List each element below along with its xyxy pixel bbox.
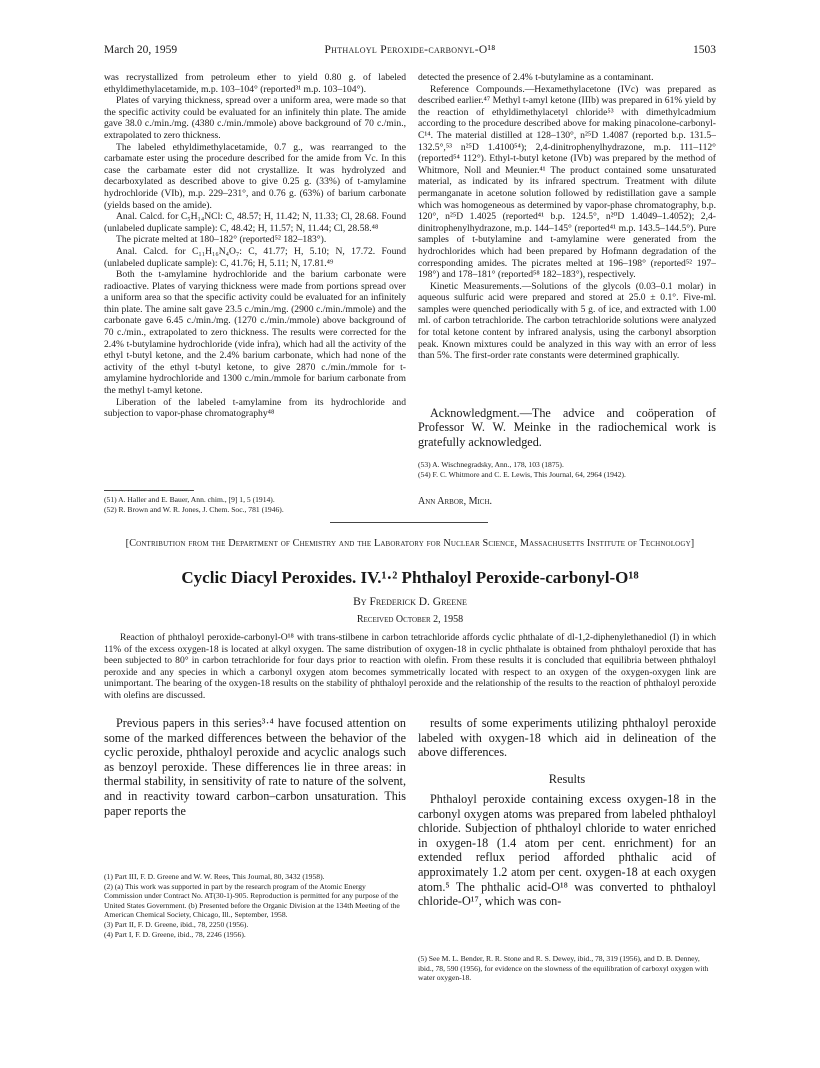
- abstract: [104, 632, 716, 702]
- footnote-divider: [104, 490, 194, 491]
- body-left-column: [104, 716, 406, 866]
- contribution-line: [Contribution from the Department of Chemistry and the Laboratory for Nuclear Science, Massachusetts Institute of Technology]: [125, 538, 695, 549]
- paragraph: Plates of varying thickness, spread over a uniform area, were made so that the specific activity could be evaluated for an infinitely thin plate. The amide gave 38.0 c./min./mg. (4380 c./min./mmole) above background of 70 c./min., extrapolated to zero thickness.: [104, 95, 406, 141]
- paragraph: Kinetic Measurements.—Solutions of the glycols (0.03–0.1 molar) in aqueous sulfuric acid were prepared and stored at 25.0 ± 0.1°. Five-ml. samples were quenched periodically with 5 g. of ice, and extracted with 1.00 ml. of carbon tetrachloride. The carbon tetrachloride solutions were analyzed for total ketone content by infrared analysis, using the carbonyl absorption peak. Known mixtures could be analyzed in this way with an error of less than 5%. The first-order rate constants were determined graphically.: [418, 280, 716, 362]
- body-left-footnotes: [104, 872, 406, 939]
- paragraph: Previous papers in this series³·⁴ have focused attention on some of the marked differences between the behavior of the cyclic peroxide, phthaloyl peroxide and acyclic analogs such as benzoyl peroxide. These differences lie in three areas: in thermal stability, in sensitivity of rate to nature of the solvent, and in reactivity toward carbon–carbon unsaturation. This paper reports the: [104, 716, 406, 818]
- paragraph: Both the t-amylamine hydrochloride and the barium carbonate were radioactive. Plates of varying thickness were made from portions spread over a uniform area so that the specific activity could be evaluated for an infinitely thin plate. The amine salt gave 23.5 c./min./mg. (2900 c./min./mmole) and the carbonate gave 6.45 c./min./mg. (1270 c./min./mmole) above background of 70 c./min., extrapolated to zero thickness. The results were corrected for the 2.4% t-butylamine hydrochloride (vide infra), which had all the activity of the ethyl t-butyl ketone, and the 2.4% barium carbonate, which had none of the activity of the ethyl t-butyl ketone, to give 2870 c./min./mmole for t-amylamine hydrochloride and 1300 c./min./mmole for barium carbonate from the methyl t-amyl ketone.: [104, 269, 406, 397]
- acknowledgment-text: Acknowledgment.—The advice and coöperation of Professor W. W. Meinke in the radiochemical work is gratefully acknowledged.: [418, 406, 716, 449]
- article-divider: [330, 522, 488, 523]
- footnote: (51) A. Haller and E. Bauer, Ann. chim., [9] 1, 5 (1914).: [104, 495, 275, 504]
- left-column: [104, 72, 406, 484]
- location: Ann Arbor, Mich.: [418, 496, 493, 507]
- body-right-intro: [418, 716, 716, 760]
- footnote: (3) Part II, F. D. Greene, ibid., 78, 2250 (1956).: [104, 919, 249, 929]
- paragraph: The picrate melted at 180–182° (reported⁵² 182–183°).: [116, 234, 327, 246]
- section-heading-results: Results: [548, 772, 586, 786]
- footnote: (4) Part I, F. D. Greene, ibid., 78, 2246 (1956).: [104, 929, 246, 939]
- paragraph: Phthaloyl peroxide containing excess oxygen-18 in the carbonyl oxygen atoms was prepared from labeled phthaloyl chloride. Subjection of phthaloyl chloride to water enriched in oxygen-18 (1.4 atom per cent. enrichment) for an extended reflux period afforded phthalic acid of approximately 1.2 atom per cent. oxygen-18 at each oxygen atom.⁵ The phthalic acid-O¹⁸ was converted to phthaloyl chloride-O¹⁷, which was con-: [418, 792, 716, 909]
- footnote: (52) R. Brown and W. R. Jones, J. Chem. Soc., 781 (1946).: [104, 504, 284, 514]
- acknowledgment: [418, 406, 716, 449]
- footnote: (2) (a) This work was supported in part by the research program of the Atomic Energy Commission under Contract No. AT(30-1)-905. Reproduction is permitted for any purpose of the United States Government. (b) Presented before the Organic Division at the 134th Meeting of the American Chemical Society, Chicago, Ill., September, 1958.: [104, 881, 400, 920]
- author-line: By Frederick D. Greene: [353, 596, 467, 608]
- header-title: Phthaloyl Peroxide-carbonyl-O¹⁸: [324, 44, 496, 56]
- page-number: 1503: [693, 44, 716, 56]
- paragraph: detected the presence of 2.4% t-butylamine as a contaminant.: [418, 72, 654, 83]
- body-right-footnote: [418, 954, 716, 983]
- paragraph: Reference Compounds.—Hexamethylacetone (IVc) was prepared as described earlier.⁴⁷ Methyl t-amyl ketone (IIIb) was prepared in 61% yield by the reaction of ethyldimethylacetyl chloride⁵³ with dimethylcadmium according to the procedure described above for making pinacolone-carbonyl-C¹⁴. The material distilled at 128–130°, n²⁵D 1.4087 (reported b.p. 131.5–132.5°,⁵³ n²⁵D 1.4100⁵⁴); 2,4-dinitrophenylhydrazone, m.p. 111–112° (reported⁵⁴ 112°). Ethyl-t-butyl ketone (IVb) was prepared by the method of Whitmore, Noll and Meunier.⁴¹ The product contained some unsaturated material, as indicated by its infrared spectrum. Treatment with dilute permanganate in acetone solution followed by redistillation gave a sample which was homogeneous as determined by vapor-phase chromatography, b.p. 120°, n²⁵D 1.4025 (reported⁴¹ b.p. 124.5°, n²⁰D 1.4049–1.4052); 2,4-dinitrophenylhydrazone, m.p. 144–145° (reported⁴¹ m.p. 143.5–144.5°). Pure samples of t-butylamine and t-amylamine were generated from the hydrochlorides which had been prepared by Hofmann degradation of the corresponding amides. The picrates melted at 196–198° (reported⁵² 197–198°) and 178–181° (reported⁵⁸ 182–183°), respectively.: [418, 83, 716, 281]
- paragraph: Liberation of the labeled t-amylamine from its hydrochloride and subjection to vapor-phase chromatography⁴⁸: [104, 396, 406, 420]
- running-header: [104, 44, 716, 58]
- article-title: Cyclic Diacyl Peroxides. IV.¹·² Phthaloyl Peroxide-carbonyl-O¹⁸: [181, 568, 639, 587]
- paragraph: results of some experiments utilizing phthaloyl peroxide labeled with oxygen-18 which aid in delineation of the above differences.: [418, 716, 716, 760]
- abstract-text: Reaction of phthaloyl peroxide-carbonyl-O¹⁸ with trans-stilbene in carbon tetrachloride affords cyclic phthalate of dl-1,2-diphenylethanediol (I) in which 11% of the excess oxygen-18 is located at alkyl oxygen. The same distribution of oxygen-18 in cyclic phthalate is obtained from phthaloyl peroxide that has been subjected to 80° in carbon tetrachloride for four days prior to reaction with olefin. From these results it is concluded that equilibria between phthaloyl peroxide and any species in which a carbonyl oxygen atom becomes symmetrically located with respect to an oxygen of the oxygen-oxygen link are unimportant. The bearing of the oxygen-18 results on the stability of phthaloyl peroxide and the relationship of the results to the reaction of phthaloyl peroxide with olefins are discussed.: [104, 632, 716, 701]
- paragraph: Anal. Calcd. for C₅H₁₄NCl: C, 48.57; H, 11.42; N, 11.33; Cl, 28.68. Found (unlabeled duplicate sample): C, 48.42; H, 11.57; N, 11.44; Cl, 28.58.⁴⁸: [104, 211, 406, 234]
- right-column: [418, 72, 716, 402]
- left-footnotes: [104, 495, 406, 514]
- footnote: (5) See M. L. Bender, R. R. Stone and R. S. Dewey, ibid., 78, 319 (1956), and D. B. Denney, ibid., 78, 590 (1956), for evidence on the slowness of the equilibration of carboxyl oxygen with water oxygen-18.: [418, 954, 709, 983]
- footnote: (54) F. C. Whitmore and C. E. Lewis, This Journal, 64, 2964 (1942).: [418, 469, 626, 479]
- footnote: (53) A. Wischnegradsky, Ann., 178, 103 (1875).: [418, 460, 564, 469]
- header-date: March 20, 1959: [104, 44, 178, 56]
- paragraph: The labeled ethyldimethylacetamide, 0.7 g., was rearranged to the carbamate ester using the procedure described for the amide from Vc. In this case the carbamate ester did not crystallize. It was hydrolyzed and decarboxylated as described above to give 0.25 g. (33%) of t-amylamine hydrochloride (VIb), m.p. 229–231°, and 0.76 g. (63%) of barium carbonate (yields based on the amide).: [104, 141, 406, 211]
- received-date: Received October 2, 1958: [356, 614, 464, 625]
- footnote: (1) Part III, F. D. Greene and W. W. Rees, This Journal, 80, 3432 (1958).: [104, 872, 325, 881]
- results-paragraph: [418, 792, 716, 942]
- right-footnotes: [418, 460, 716, 479]
- paragraph: was recrystallized from petroleum ether to yield 0.80 g. of labeled ethyldimethylacetamide, m.p. 103–104° (reported³¹ m.p. 103–104°).: [104, 72, 406, 95]
- paragraph: Anal. Calcd. for C₁₁H₁₆N₄O₇: C, 41.77; H, 5.10; N, 17.72. Found (unlabeled duplicate sample): C, 41.76; H, 5.11; N, 17.81.⁴⁹: [104, 245, 406, 269]
